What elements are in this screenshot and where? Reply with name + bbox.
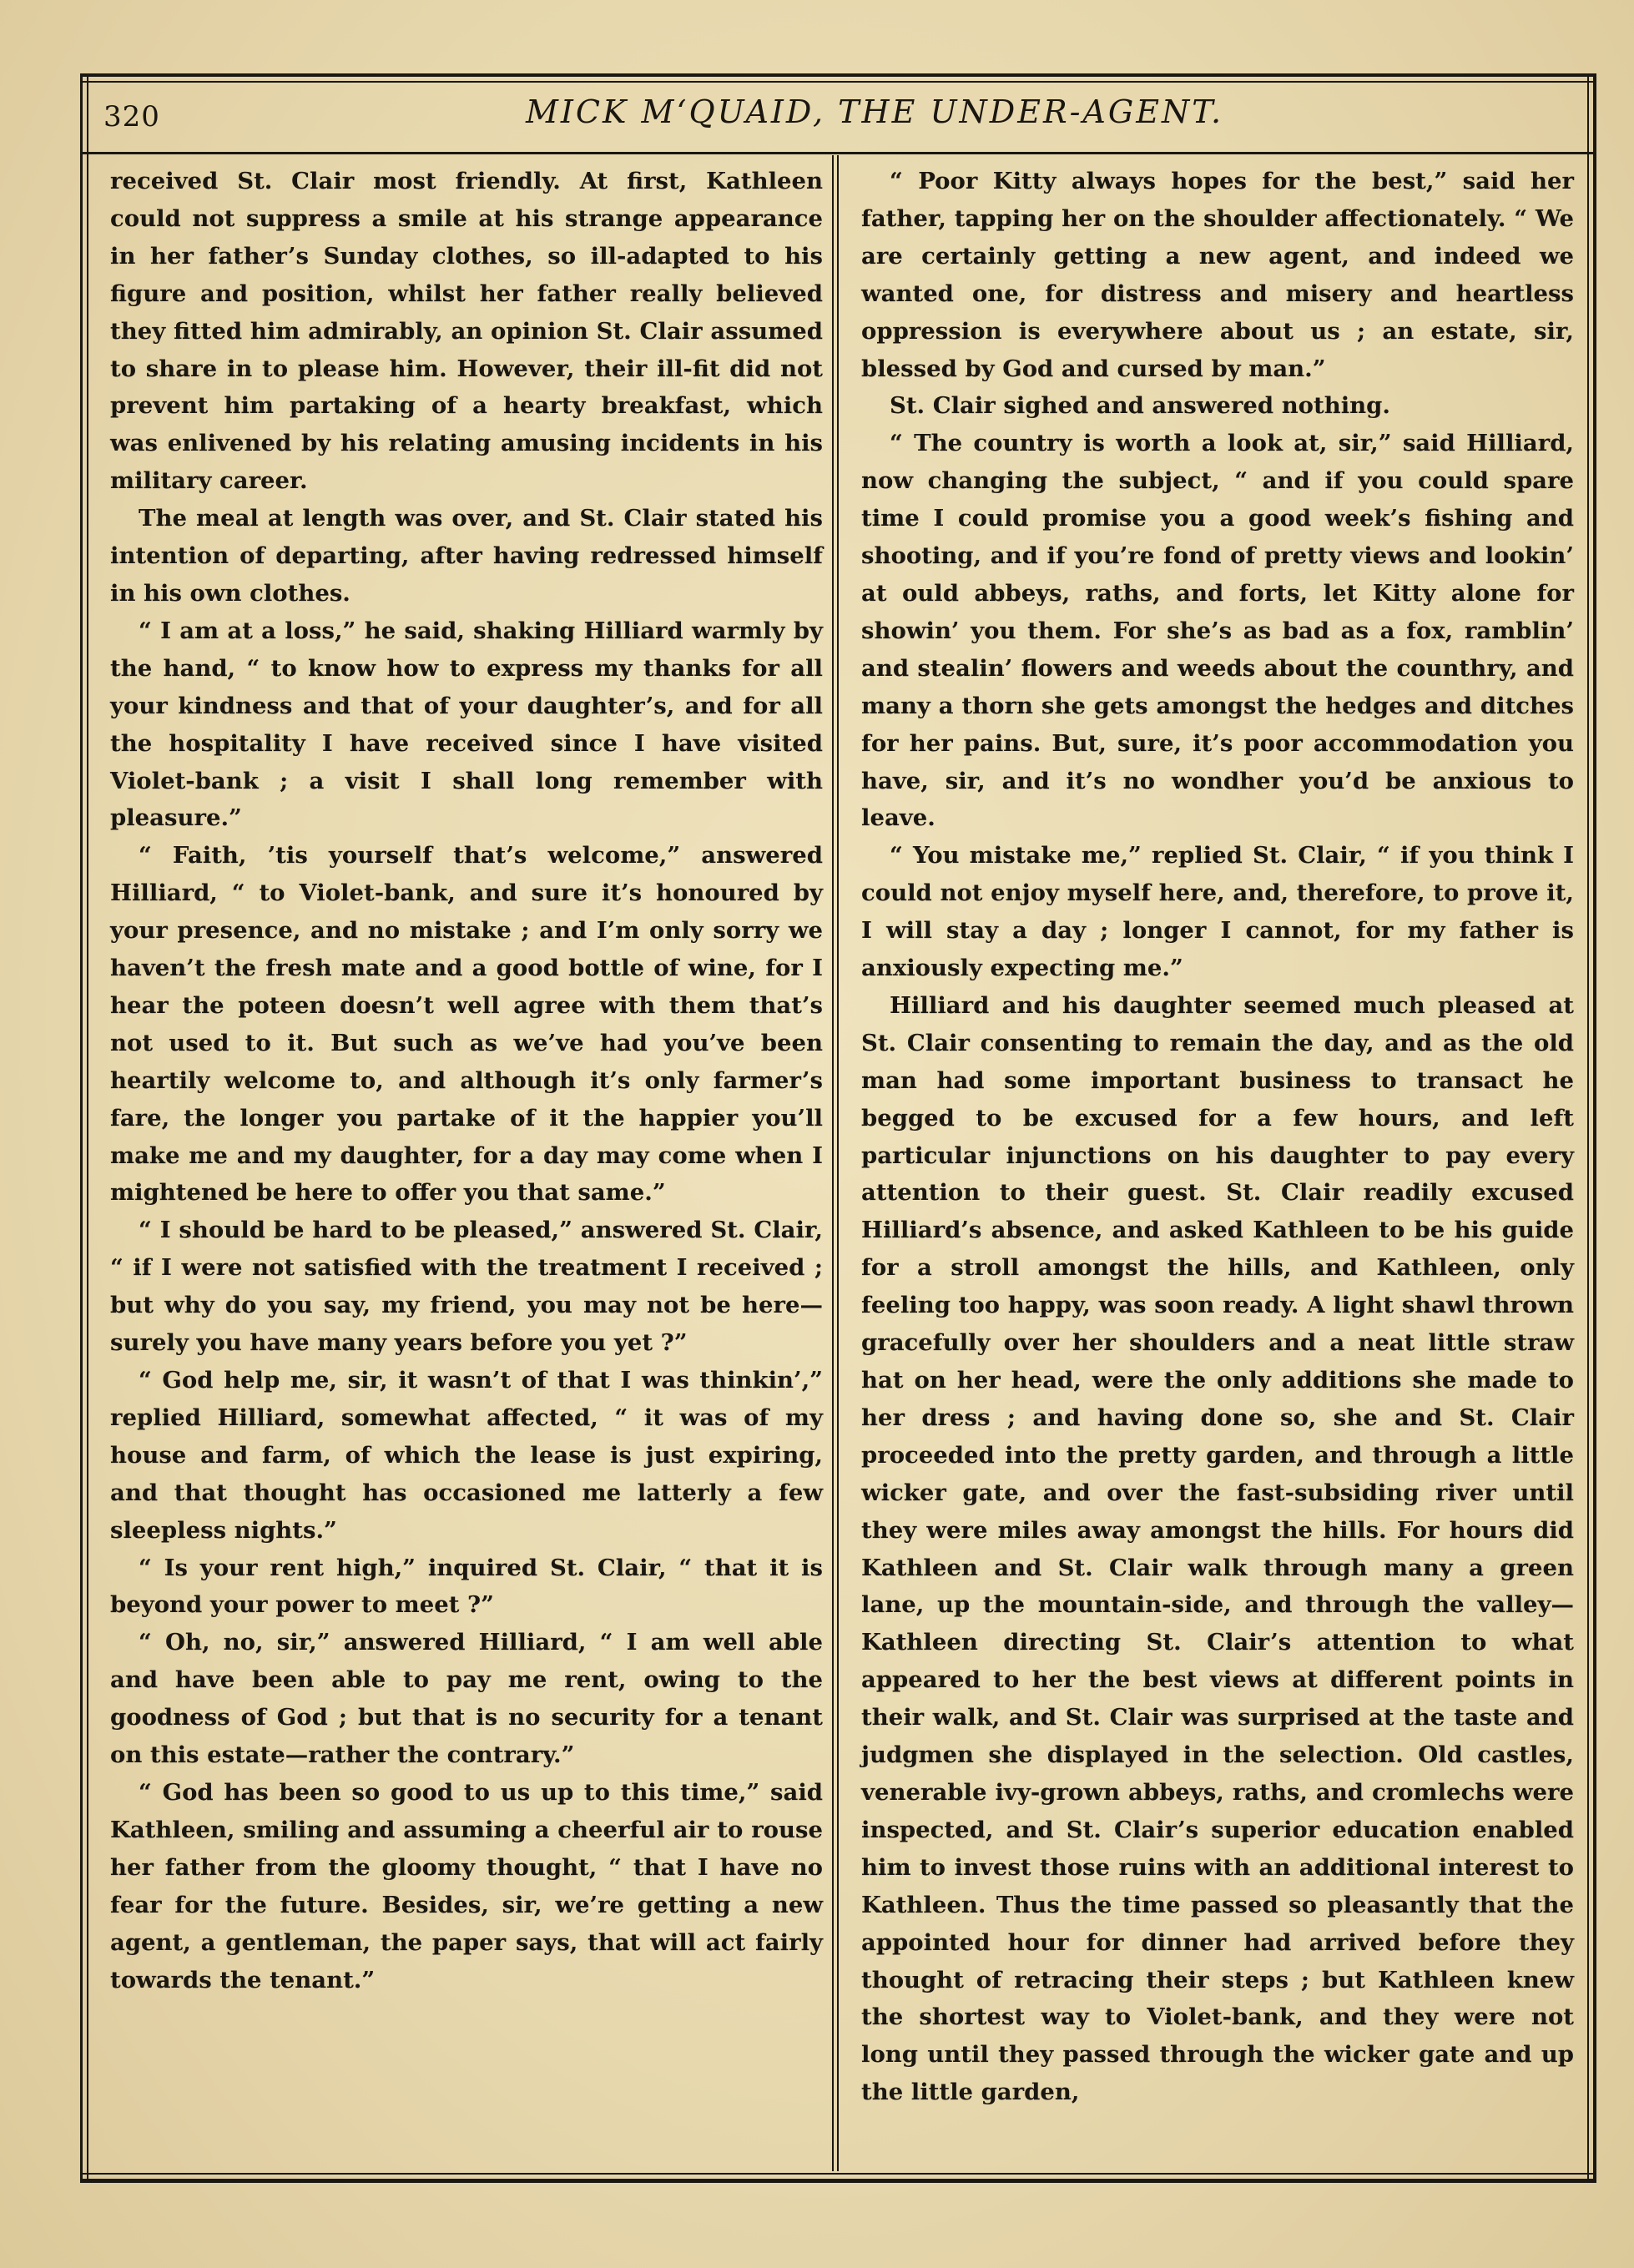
running-title: MICK M‘QUAID, THE UNDER-AGENT. xyxy=(526,93,1224,130)
left-border-rule xyxy=(80,73,83,2183)
right-inner-border-rule xyxy=(1587,73,1589,2183)
left-text-column xyxy=(110,163,823,1998)
left-inner-border-rule xyxy=(87,73,88,2183)
paragraph: “ You mistake me,” replied St. Clair, “ if you think I could not enjoy myself here, and, therefore, to prove it, I will stay a day ; longer I cannot, for my father is anxiously expecting me.” xyxy=(861,842,1574,982)
paragraph: “ Oh, no, sir,” answered Hilliard, “ I am well able and have been able to pay me rent, owing to the goodness of God ; but that is no security for a tenant on this estate—rather the contrary.” xyxy=(110,1629,823,1769)
paragraph: “ The country is worth a look at, sir,” said Hilliard, now changing the subject, “ and if you could spare time I could promise you a good week’s fishing and shooting, and if you’re fond of pretty views and lookin’ at ould abbeys, raths, and forts, let Kitty alone for showin’ you them. For she’s as bad as a fox, ramblin’ and stealin’ flowers and weeds about the counthry, and many a thorn she gets amongst the hedges and ditches for her pains. But, sure, it’s poor accommodation you have, sir, and it’s no wondher you’d be anxious to leave. xyxy=(861,430,1574,832)
paragraph: “ God has been so good to us up to this time,” said Kathleen, smiling and assuming a cheerful air to rouse her father from the gloomy thought, “ that I have no fear for the future. Besides, sir, we’re getting a new agent, a gentleman, the paper says, that will act fairly towards the tenant.” xyxy=(110,1778,823,1993)
bottom-thin-rule xyxy=(80,2173,1596,2175)
paragraph: Hilliard and his daughter seemed much pleased at St. Clair consenting to remain the day, and as the old man had some important business to transact he begged to be excused for a few hours, and left particular injunctions on his daughter to pay every attention to their guest. St. Clair readily excused Hilliard’s absence, and asked Kathleen to be his guide for a stroll amongst the hills, and Kathleen, only feeling too happy, was soon ready. A light shawl thrown gracefully over her shoulders and a neat little straw hat on her head, were the only additions she made to her dress ; and having done so, she and St. Clair proceeded into the pretty garden, and through a little wicker gate, and over the fast-subsiding river until they were miles away amongst the hills. For hours did Kathleen and St. Clair walk through many a green lane, up the mountain-side, and through the valley—Kathleen directing St. Clair’s attention to what appeared to her the best views at different points in their walk, and St. Clair was surprised at the taste and judgmen she displayed in the selection. Old castles, venerable ivy-grown abbeys, raths, and cromlechs were inspected, and St. Clair’s superior education enabled him to invest those ruins with an additional interest to Kathleen. Thus the time passed so pleasantly that the appointed hour for dinner had arrived before they thought of retracing their steps ; but Kathleen knew the shortest way to Violet-bank, and they were not long until they passed through the wicker gate and up the little garden, xyxy=(861,991,1574,2106)
paragraph: St. Clair sighed and answered nothing. xyxy=(890,392,1390,420)
right-border-rule xyxy=(1593,73,1596,2183)
paragraph: The meal at length was over, and St. Clair stated his intention of departing, after having redressed himself in his own clothes. xyxy=(110,505,823,607)
paragraph: “ Is your rent high,” inquired St. Clair, “ that it is beyond your power to meet ?” xyxy=(110,1554,823,1619)
paragraph: “ Faith, ’tis yourself that’s welcome,” answered Hilliard, “ to Violet-bank, and sure it’s honoured by your presence, and no mistake ; and I’m only sorry we haven’t the fresh mate and a good bottle of wine, for I hear the poteen doesn’t well agree with them that’s not used to it. But such as we’ve had you’ve been heartily welcome to, and although it’s only farmer’s fare, the longer you partake of it the happier you’ll make me and my daughter, for a day may come when I mightened be here to offer you that same.” xyxy=(110,842,823,1207)
paragraph: “ God help me, sir, it wasn’t of that I was thinkin’,” replied Hilliard, somewhat affected, “ it was of my house and farm, of which the lease is just expiring, and that thought has occasioned me latterly a few sleepless nights.” xyxy=(110,1367,823,1544)
top-thin-rule xyxy=(80,81,1596,83)
paragraph: “ I should be hard to be pleased,” answered St. Clair, “ if I were not satisfied with the treatment I received ; but why do you say, my friend, you may not be here—surely you have many years before you yet ?” xyxy=(110,1217,823,1357)
bottom-double-rule xyxy=(80,2179,1596,2183)
paragraph: “ I am at a loss,” he said, shaking Hilliard warmly by the hand, “ to know how to express my thanks for all your kindness and that of your daughter’s, and for all the hospitality I have received since I have visited Violet-bank ; a visit I shall long remember with pleasure.” xyxy=(110,617,823,832)
header-rule xyxy=(80,152,1596,154)
page-number: 320 xyxy=(103,100,160,134)
paragraph: received St. Clair most friendly. At first, Kathleen could not suppress a smile at his strange appearance in her father’s Sunday clothes, so ill-adapted to his figure and position, whilst her father really believed they fitted him admirably, an opinion St. Clair assumed to share in to please him. However, their ill-fit did not prevent him partaking of a hearty breakfast, which was enlivened by his relating amusing incidents in his military career. xyxy=(110,168,823,495)
paragraph: “ Poor Kitty always hopes for the best,” said her father, tapping her on the shoulder affectionately. “ We are certainly getting a new agent, and indeed we wanted one, for distress and misery and heartless oppression is everywhere about us ; an estate, sir, blessed by God and cursed by man.” xyxy=(861,168,1574,382)
column-divider-second-line xyxy=(837,155,839,2171)
column-divider xyxy=(832,155,834,2171)
right-text-column xyxy=(861,163,1574,2111)
top-double-rule xyxy=(80,73,1596,77)
